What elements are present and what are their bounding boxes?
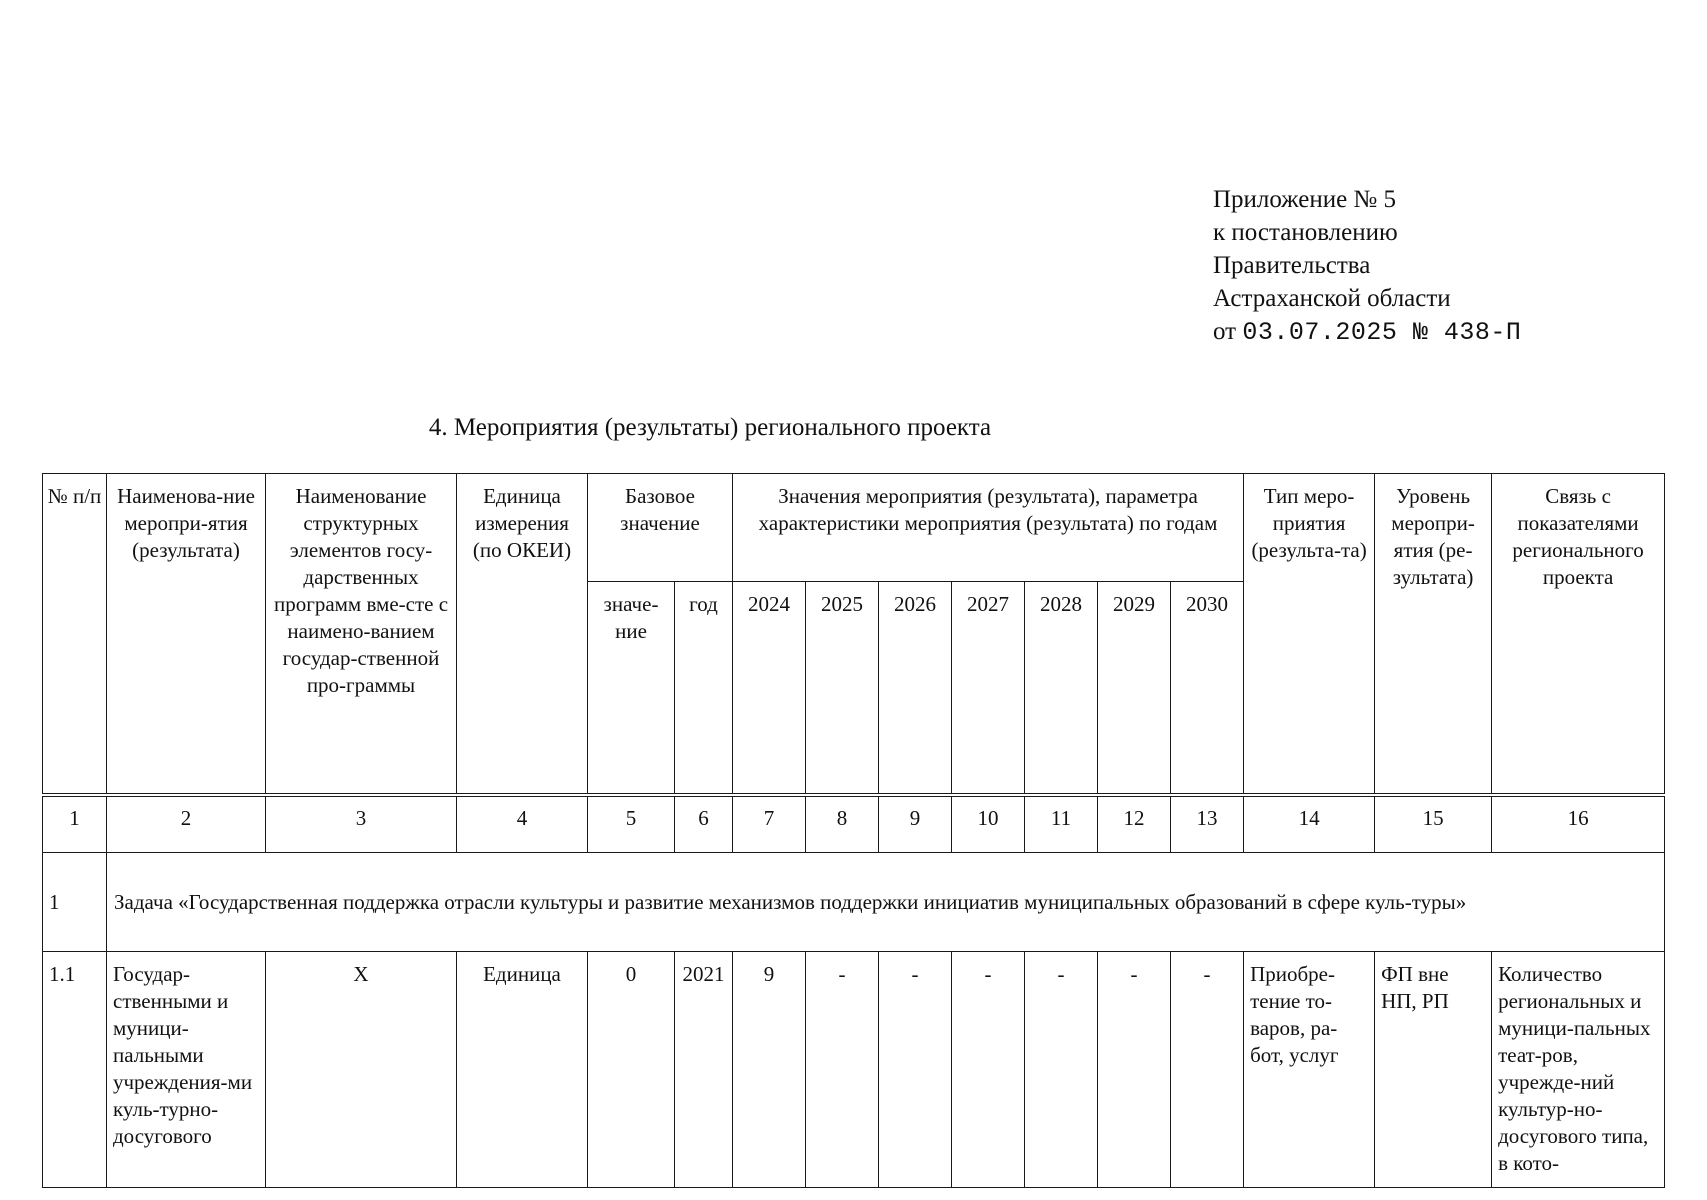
header-base-value: значе-ние: [588, 582, 675, 796]
row-type: Приобре-тение то-варов, ра-бот, услуг: [1244, 952, 1375, 1188]
appendix-line-3: Правительства: [1213, 252, 1371, 279]
header-year: 2024: [733, 582, 806, 796]
header-year: 2030: [1171, 582, 1244, 796]
column-number: 7: [733, 795, 806, 853]
column-number: 3: [266, 795, 457, 853]
header-row-1: [43, 474, 1665, 582]
column-number: 14: [1244, 795, 1375, 853]
column-number: 1: [43, 795, 107, 853]
header-year: 2025: [806, 582, 879, 796]
header-values: Значения мероприятия (результата), параметра характеристики мероприятия (результата) по годам: [733, 474, 1244, 582]
row-unit: Единица: [457, 952, 588, 1188]
header-type: Тип меро-приятия (результа-та): [1244, 474, 1375, 796]
row-base-value: 0: [588, 952, 675, 1188]
column-number-row: [43, 795, 1665, 853]
row-year-value: -: [952, 952, 1025, 1188]
header-struct: Наименование структурных элементов госу-дарственных программ вме-сте с наимено-ванием государ-ственной про-граммы: [266, 474, 457, 796]
task-text: Задача «Государственная поддержка отрасли культуры и развитие механизмов поддержки инициатив муниципальных образований в сфере куль-туры»: [107, 853, 1665, 952]
row-year-value: -: [879, 952, 952, 1188]
column-number: 4: [457, 795, 588, 853]
column-number: 12: [1098, 795, 1171, 853]
row-struct: X: [266, 952, 457, 1188]
measures-table: [42, 473, 1665, 1188]
column-number: 8: [806, 795, 879, 853]
row-year-value: -: [1098, 952, 1171, 1188]
resolution-date-number: 03.07.2025 № 438-П: [1242, 318, 1522, 347]
header-year: 2026: [879, 582, 952, 796]
header-link: Связь с показателями регионального проекта: [1492, 474, 1665, 796]
column-number: 9: [879, 795, 952, 853]
header-base: Базовое значение: [588, 474, 733, 582]
appendix-line-4: Астраханской области: [1213, 285, 1451, 312]
header-level: Уровень меропри-ятия (ре-зультата): [1375, 474, 1492, 796]
column-number: 5: [588, 795, 675, 853]
header-base-year: год: [675, 582, 733, 796]
row-year-value: -: [806, 952, 879, 1188]
task-row: [43, 853, 1665, 952]
row-link: Количество региональных и муници-пальных теат-ров, учрежде-ний культур-но-досугового типа, в кото-: [1492, 952, 1665, 1188]
column-number: 2: [107, 795, 266, 853]
section-title: 4. Мероприятия (результаты) регионального проекта: [428, 414, 992, 441]
appendix-date-line: [1213, 315, 1521, 349]
header-num: № п/п: [43, 474, 107, 796]
row-num: 1.1: [43, 952, 107, 1188]
row-name: Государ-ственными и муници-пальными учреждения-ми куль-турно-досугового: [107, 952, 266, 1188]
row-level: ФП вне НП, РП: [1375, 952, 1492, 1188]
appendix-line-2: к постановлению: [1213, 219, 1398, 246]
column-number: 10: [952, 795, 1025, 853]
header-year: 2029: [1098, 582, 1171, 796]
header-unit: Единица измерения (по ОКЕИ): [457, 474, 588, 796]
column-number: 16: [1492, 795, 1665, 853]
table-row: [43, 952, 1665, 1188]
row-year-value: -: [1025, 952, 1098, 1188]
appendix-line-1: Приложение № 5: [1213, 186, 1397, 213]
date-prefix: от: [1213, 318, 1237, 345]
task-num: 1: [43, 853, 107, 952]
row-base-year: 2021: [675, 952, 733, 1188]
column-number: 6: [675, 795, 733, 853]
column-number: 11: [1025, 795, 1098, 853]
row-year-value: 9: [733, 952, 806, 1188]
column-number: 13: [1171, 795, 1244, 853]
column-number: 15: [1375, 795, 1492, 853]
header-year: 2028: [1025, 582, 1098, 796]
row-year-value: -: [1171, 952, 1244, 1188]
header-name: Наименова-ние меропри-ятия (результата): [107, 474, 266, 796]
appendix-block: [1213, 183, 1521, 349]
header-year: 2027: [952, 582, 1025, 796]
